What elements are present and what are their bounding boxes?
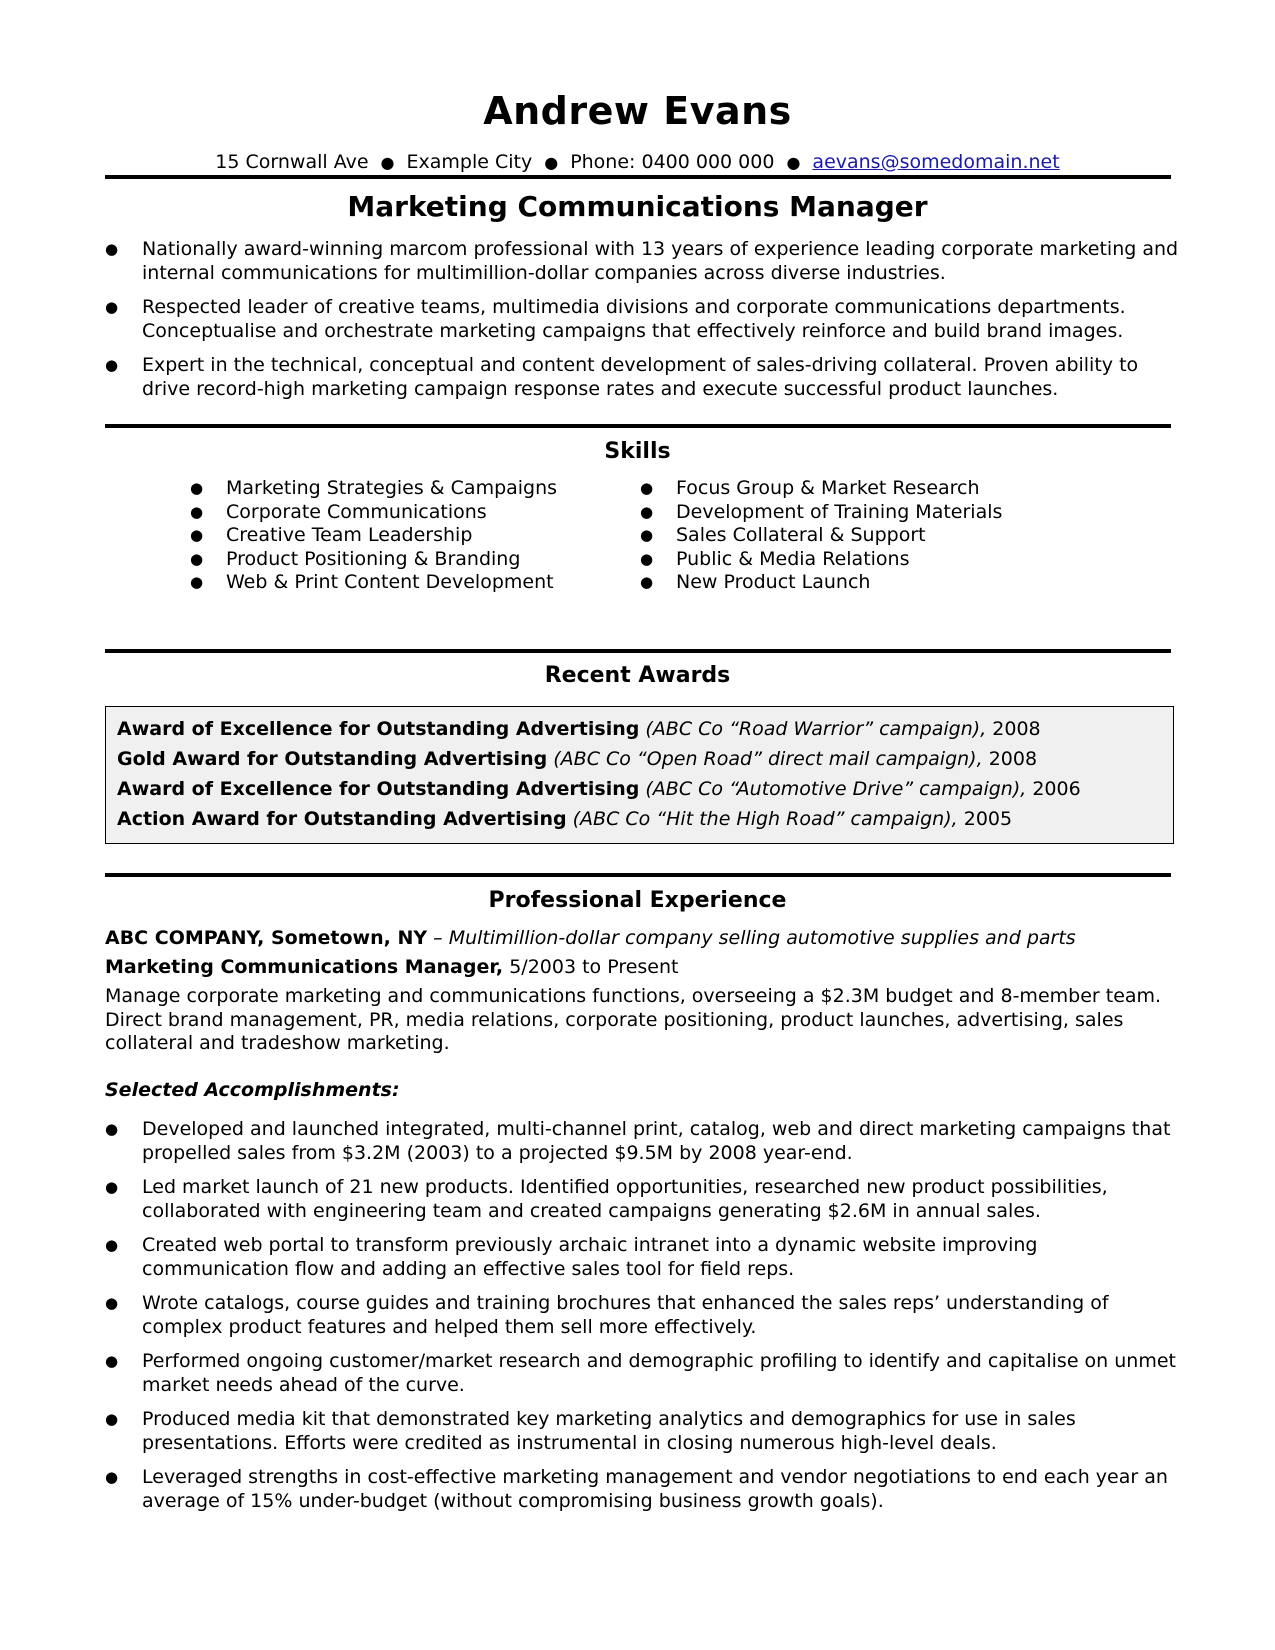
award-detail: (ABC Co “Open Road” direct mail campaign), xyxy=(553,748,983,770)
skill-text: Creative Team Leadership xyxy=(226,524,473,546)
contact-line xyxy=(0,150,1275,175)
bullet-icon: ● xyxy=(105,240,119,258)
list-item-text: Wrote catalogs, course guides and training brochures that enhanced the sales reps’ understanding of complex product features and helped them sell more effectively. xyxy=(142,1292,1109,1338)
award-item xyxy=(117,807,1012,831)
bullet-icon: ● xyxy=(105,1120,119,1138)
list-item xyxy=(105,1176,1180,1223)
bullet-icon: ● xyxy=(190,549,204,568)
divider xyxy=(105,424,1171,428)
list-item xyxy=(105,1350,1180,1397)
award-year: 2005 xyxy=(963,808,1013,830)
divider xyxy=(105,649,1171,653)
bullet-icon: ● xyxy=(190,479,204,497)
award-detail: (ABC Co “Hit the High Road” campaign), xyxy=(572,808,958,830)
award-name: Gold Award for Outstanding Advertising xyxy=(117,748,548,770)
skill-item xyxy=(640,571,1002,595)
list-item-text: Produced media kit that demonstrated key marketing analytics and demographics for use in sales presentations. Efforts were credited as instrumental in closing numerous high-level deals. xyxy=(142,1408,1076,1454)
skill-item xyxy=(190,477,557,501)
skill-item xyxy=(190,571,557,595)
bullet-icon: ● xyxy=(640,573,654,591)
bullet-icon: ● xyxy=(190,573,204,591)
city: Example City xyxy=(406,151,533,173)
bullet-icon: ● xyxy=(105,1294,119,1312)
bullet-icon: ● xyxy=(640,479,654,497)
summary-list xyxy=(105,238,1180,401)
company-name: ABC COMPANY, Sometown, NY xyxy=(105,927,428,949)
list-item-text: Leveraged strengths in cost-effective marketing management and vendor negotiations to end each year an average of 15% under-budget (without compromising business growth goals). xyxy=(142,1466,1168,1512)
bullet-icon: ● xyxy=(105,1236,119,1254)
separator-dot: ● xyxy=(544,153,559,172)
skills-right-list xyxy=(640,477,1002,595)
headline: Marketing Communications Manager xyxy=(347,190,928,223)
list-item-text: Respected leader of creative teams, multimedia divisions and corporate communications departments. Conceptualise and orchestrate marketing campaigns that effectively reinforce and build brand images. xyxy=(142,296,1126,342)
list-item xyxy=(105,1234,1180,1281)
bullet-icon: ● xyxy=(105,1352,119,1370)
skill-item xyxy=(640,477,1002,501)
separator-dot: ● xyxy=(786,153,801,172)
bullet-icon: ● xyxy=(640,549,654,568)
list-item xyxy=(105,296,1180,343)
bullet-icon: ● xyxy=(105,1410,119,1428)
skill-text: Product Positioning & Branding xyxy=(226,547,521,570)
skill-text: Public & Media Relations xyxy=(676,547,910,570)
list-item-text: Developed and launched integrated, multi-channel print, catalog, web and direct marketing campaigns that propelled sales from $3.2M (2003) to a projected $9.5M by 2008 year-end. xyxy=(142,1118,1171,1164)
awards-box xyxy=(105,706,1174,844)
skill-text: Focus Group & Market Research xyxy=(676,477,980,499)
bullet-icon: ● xyxy=(105,356,119,374)
skill-text: Corporate Communications xyxy=(226,500,487,523)
bullet-icon: ● xyxy=(190,526,204,544)
skill-text: Sales Collateral & Support xyxy=(676,524,926,546)
candidate-name: Andrew Evans xyxy=(483,89,792,133)
award-item xyxy=(117,747,1037,771)
phone: Phone: 0400 000 000 xyxy=(570,151,775,173)
award-detail: (ABC Co “Automotive Drive” campaign), xyxy=(645,778,1027,800)
award-year: 2008 xyxy=(988,748,1038,770)
skill-text: Web & Print Content Development xyxy=(226,571,554,593)
award-name: Award of Excellence for Outstanding Advertising xyxy=(117,778,640,800)
list-item xyxy=(105,1118,1180,1165)
email-link[interactable]: aevans@somedomain.net xyxy=(812,151,1060,173)
accomplishments-heading xyxy=(105,1078,400,1102)
award-detail: (ABC Co “Road Warrior” campaign), xyxy=(645,718,987,740)
divider xyxy=(105,175,1171,179)
bullet-icon: ● xyxy=(190,502,204,521)
skill-item xyxy=(190,524,557,548)
bullet-icon: ● xyxy=(105,298,119,316)
separator-dot: ● xyxy=(380,153,395,172)
skill-text: New Product Launch xyxy=(676,571,871,593)
bullet-icon: ● xyxy=(640,502,654,521)
company-line xyxy=(105,926,1076,950)
company-description: – Multimillion-dollar company selling automotive supplies and parts xyxy=(433,927,1076,949)
award-year: 2006 xyxy=(1032,778,1081,800)
accomplishments-title: Selected Accomplishments: xyxy=(105,1079,400,1101)
skill-text: Marketing Strategies & Campaigns xyxy=(226,477,558,499)
bullet-icon: ● xyxy=(640,526,654,544)
skills-heading: Skills xyxy=(604,439,671,464)
list-item-text: Performed ongoing customer/market research and demographic profiling to identify and capitalise on unmet market needs ahead of the curve. xyxy=(142,1350,1176,1396)
skill-item xyxy=(640,548,1002,572)
accomplishments-list xyxy=(105,1118,1180,1513)
divider xyxy=(105,873,1171,877)
list-item xyxy=(105,238,1180,285)
list-item xyxy=(105,1408,1180,1455)
list-item-text: Led market launch of 21 new products. Identified opportunities, researched new product possibilities, collaborated with engineering team and created campaigns generating $2.6M in annual sales. xyxy=(142,1176,1108,1222)
role-dates: 5/2003 to Present xyxy=(509,956,679,978)
skill-item xyxy=(640,501,1002,525)
list-item xyxy=(105,1466,1180,1513)
award-year: 2008 xyxy=(992,718,1041,740)
skill-item xyxy=(190,548,557,572)
bullet-icon: ● xyxy=(105,1468,119,1486)
list-item xyxy=(105,1292,1180,1339)
list-item xyxy=(105,354,1180,401)
address: 15 Cornwall Ave xyxy=(215,151,369,173)
skill-text: Development of Training Materials xyxy=(676,500,1003,523)
award-name: Award of Excellence for Outstanding Advertising xyxy=(117,718,640,740)
skills-left-list xyxy=(190,477,557,595)
awards-heading: Recent Awards xyxy=(544,663,731,688)
award-item xyxy=(117,777,1081,801)
award-name: Action Award for Outstanding Advertising xyxy=(117,808,567,830)
list-item-text: Nationally award-winning marcom professional with 13 years of experience leading corporate marketing and internal communications for multimillion-dollar companies across diverse industries. xyxy=(142,238,1179,284)
role-description: Manage corporate marketing and communications functions, overseeing a $2.3M budget and 8-member team. Direct brand management, PR, media relations, corporate positioning, product launches, advertising, sales collateral and tradeshow marketing. xyxy=(105,985,1162,1054)
list-item-text: Expert in the technical, conceptual and content development of sales-driving collateral. Proven ability to drive record-high marketing campaign response rates and execute successful product launches. xyxy=(142,354,1139,400)
bullet-icon: ● xyxy=(105,1178,119,1196)
experience-heading: Professional Experience xyxy=(488,888,787,913)
list-item-text: Created web portal to transform previously archaic intranet into a dynamic website improving communication flow and adding an effective sales tool for field reps. xyxy=(142,1234,1038,1280)
role-line xyxy=(105,955,679,979)
skill-item xyxy=(640,524,1002,548)
role-title: Marketing Communications Manager, xyxy=(105,956,504,978)
award-item xyxy=(117,717,1041,741)
skill-item xyxy=(190,501,557,525)
